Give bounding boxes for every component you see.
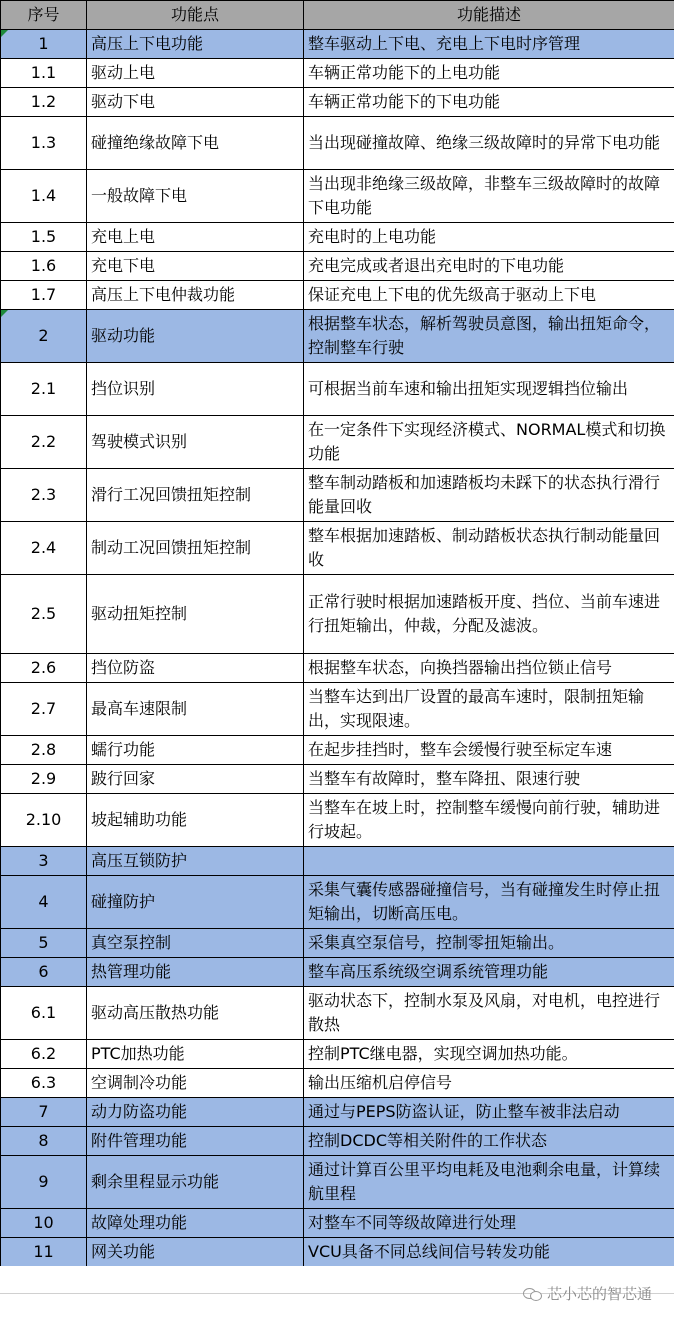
cell-feature[interactable]: 驱动高压散热功能 <box>87 987 304 1040</box>
cell-description[interactable]: 正常行驶时根据加速踏板开度、挡位、当前车速进行扭矩输出，仲裁，分配及滤波。 <box>304 575 674 654</box>
cell-no[interactable]: 6.1 <box>1 987 87 1040</box>
table-row <box>1 1040 674 1069</box>
table-row <box>1 170 674 223</box>
table-row <box>1 958 674 987</box>
cell-no[interactable]: 1.7 <box>1 281 87 310</box>
cell-description[interactable]: 车辆正常功能下的下电功能 <box>304 88 674 117</box>
cell-no[interactable]: 2.6 <box>1 654 87 683</box>
cell-no[interactable]: 3 <box>1 847 87 876</box>
cell-feature[interactable]: 驱动下电 <box>87 88 304 117</box>
cell-no[interactable]: 1.1 <box>1 59 87 88</box>
cell-no[interactable]: 6.3 <box>1 1069 87 1098</box>
cell-no[interactable]: 1.5 <box>1 223 87 252</box>
cell-no[interactable]: 1.4 <box>1 170 87 223</box>
cell-feature[interactable]: 跛行回家 <box>87 765 304 794</box>
cell-feature[interactable]: 真空泵控制 <box>87 929 304 958</box>
cell-description[interactable]: VCU具备不同总线间信号转发功能 <box>304 1238 674 1267</box>
cell-description[interactable]: 采集气囊传感器碰撞信号，当有碰撞发生时停止扭矩输出，切断高压电。 <box>304 876 674 929</box>
cell-feature[interactable]: 网关功能 <box>87 1238 304 1267</box>
header-feature[interactable]: 功能点 <box>87 1 304 30</box>
cell-description[interactable]: 充电完成或者退出充电时的下电功能 <box>304 252 674 281</box>
cell-description[interactable]: 采集真空泵信号，控制零扭矩输出。 <box>304 929 674 958</box>
cell-feature[interactable]: 驱动上电 <box>87 59 304 88</box>
cell-description[interactable]: 整车制动踏板和加速踏板均未踩下的状态执行滑行能量回收 <box>304 469 674 522</box>
cell-no[interactable]: 2 <box>1 310 87 363</box>
cell-description[interactable]: 在起步挂挡时，整车会缓慢行驶至标定车速 <box>304 736 674 765</box>
table-row <box>1 1156 674 1209</box>
cell-feature[interactable]: 驱动扭矩控制 <box>87 575 304 654</box>
table-row <box>1 223 674 252</box>
table-row <box>1 252 674 281</box>
cell-feature[interactable]: 坡起辅助功能 <box>87 794 304 847</box>
cell-no[interactable]: 2.4 <box>1 522 87 575</box>
header-no[interactable]: 序号 <box>1 1 87 30</box>
cell-no[interactable]: 2.3 <box>1 469 87 522</box>
cell-description[interactable]: 可根据当前车速和输出扭矩实现逻辑挡位输出 <box>304 363 674 416</box>
cell-description[interactable]: 当整车有故障时，整车降扭、限速行驶 <box>304 765 674 794</box>
cell-no[interactable]: 2.9 <box>1 765 87 794</box>
cell-description[interactable]: 整车驱动上下电、充电上下电时序管理 <box>304 30 674 59</box>
cell-description[interactable]: 驱动状态下，控制水泵及风扇，对电机，电控进行散热 <box>304 987 674 1040</box>
watermark <box>523 1283 652 1304</box>
cell-no[interactable]: 2.8 <box>1 736 87 765</box>
cell-description[interactable]: 对整车不同等级故障进行处理 <box>304 1209 674 1238</box>
cell-no[interactable]: 1.2 <box>1 88 87 117</box>
cell-description[interactable]: 在一定条件下实现经济模式、NORMAL模式和切换功能 <box>304 416 674 469</box>
table-row <box>1 522 674 575</box>
table-row <box>1 59 674 88</box>
table-row <box>1 1238 674 1267</box>
cell-no[interactable]: 2.7 <box>1 683 87 736</box>
cell-feature[interactable]: 动力防盗功能 <box>87 1098 304 1127</box>
table-row <box>1 736 674 765</box>
table-row <box>1 876 674 929</box>
header-description[interactable]: 功能描述 <box>304 1 674 30</box>
table-row <box>1 1069 674 1098</box>
cell-feature[interactable]: PTC加热功能 <box>87 1040 304 1069</box>
table-row <box>1 469 674 522</box>
cell-feature[interactable]: 高压互锁防护 <box>87 847 304 876</box>
cell-description[interactable]: 保证充电上下电的优先级高于驱动上下电 <box>304 281 674 310</box>
watermark-text: 芯小芯的智芯通 <box>546 1285 652 1303</box>
cell-no[interactable]: 9 <box>1 1156 87 1209</box>
cell-description[interactable]: 充电时的上电功能 <box>304 223 674 252</box>
cell-feature[interactable]: 高压上下电仲裁功能 <box>87 281 304 310</box>
cell-description[interactable]: 通过计算百公里平均电耗及电池剩余电量，计算续航里程 <box>304 1156 674 1209</box>
table-row <box>1 1098 674 1127</box>
cell-description[interactable]: 整车高压系统级空调系统管理功能 <box>304 958 674 987</box>
cell-feature[interactable]: 最高车速限制 <box>87 683 304 736</box>
cell-description[interactable]: 通过与PEPS防盗认证，防止整车被非法启动 <box>304 1098 674 1127</box>
cell-description[interactable]: 当整车达到出厂设置的最高车速时，限制扭矩输出，实现限速。 <box>304 683 674 736</box>
table-row <box>1 281 674 310</box>
cell-description[interactable] <box>304 847 674 876</box>
comment-marker-icon <box>1 310 8 317</box>
table-row <box>1 30 674 59</box>
cell-no[interactable]: 6 <box>1 958 87 987</box>
table-row <box>1 765 674 794</box>
cell-no[interactable]: 1 <box>1 30 87 59</box>
cell-no[interactable]: 5 <box>1 929 87 958</box>
cell-no[interactable]: 8 <box>1 1127 87 1156</box>
cell-description[interactable]: 当出现碰撞故障、绝缘三级故障时的异常下电功能 <box>304 117 674 170</box>
cell-feature[interactable]: 附件管理功能 <box>87 1127 304 1156</box>
cell-no[interactable]: 1.6 <box>1 252 87 281</box>
cell-description[interactable]: 根据整车状态，解析驾驶员意图，输出扭矩命令，控制整车行驶 <box>304 310 674 363</box>
cell-no[interactable]: 10 <box>1 1209 87 1238</box>
cell-feature[interactable]: 滑行工况回馈扭矩控制 <box>87 469 304 522</box>
table-row <box>1 416 674 469</box>
cell-feature[interactable]: 挡位防盗 <box>87 654 304 683</box>
cell-description[interactable]: 控制PTC继电器，实现空调加热功能。 <box>304 1040 674 1069</box>
table-row <box>1 987 674 1040</box>
cell-description[interactable]: 控制DCDC等相关附件的工作状态 <box>304 1127 674 1156</box>
cell-description[interactable]: 根据整车状态，向换挡器输出挡位锁止信号 <box>304 654 674 683</box>
cell-feature[interactable]: 挡位识别 <box>87 363 304 416</box>
table-row <box>1 117 674 170</box>
table-row <box>1 654 674 683</box>
cell-feature[interactable]: 驱动功能 <box>87 310 304 363</box>
cell-feature[interactable]: 高压上下电功能 <box>87 30 304 59</box>
cell-no[interactable]: 7 <box>1 1098 87 1127</box>
cell-feature[interactable]: 碰撞绝缘故障下电 <box>87 117 304 170</box>
cell-feature[interactable]: 制动工况回馈扭矩控制 <box>87 522 304 575</box>
table-row <box>1 575 674 654</box>
table-row <box>1 310 674 363</box>
table-row <box>1 794 674 847</box>
cell-feature[interactable]: 热管理功能 <box>87 958 304 987</box>
cell-feature[interactable]: 剩余里程显示功能 <box>87 1156 304 1209</box>
cell-feature[interactable]: 蠕行功能 <box>87 736 304 765</box>
cell-no[interactable]: 2.2 <box>1 416 87 469</box>
cell-no[interactable]: 2.1 <box>1 363 87 416</box>
cell-no[interactable]: 6.2 <box>1 1040 87 1069</box>
cell-no[interactable]: 11 <box>1 1238 87 1267</box>
table-row <box>1 1209 674 1238</box>
table-row <box>1 88 674 117</box>
table-row <box>1 683 674 736</box>
cell-no[interactable]: 4 <box>1 876 87 929</box>
cell-description[interactable]: 车辆正常功能下的上电功能 <box>304 59 674 88</box>
cell-description[interactable]: 当整车在坡上时，控制整车缓慢向前行驶，辅助进行坡起。 <box>304 794 674 847</box>
cell-feature[interactable]: 充电下电 <box>87 252 304 281</box>
cell-feature[interactable]: 驾驶模式识别 <box>87 416 304 469</box>
table-row <box>1 929 674 958</box>
cell-feature[interactable]: 碰撞防护 <box>87 876 304 929</box>
cell-description[interactable]: 整车根据加速踏板、制动踏板状态执行制动能量回收 <box>304 522 674 575</box>
cell-feature[interactable]: 充电上电 <box>87 223 304 252</box>
table-row <box>1 847 674 876</box>
cell-no[interactable]: 2.5 <box>1 575 87 654</box>
cell-description[interactable]: 当出现非绝缘三级故障，非整车三级故障时的故障下电功能 <box>304 170 674 223</box>
wechat-icon <box>523 1287 543 1301</box>
comment-marker-icon <box>1 30 8 37</box>
table-row <box>1 1127 674 1156</box>
cell-feature[interactable]: 一般故障下电 <box>87 170 304 223</box>
table-row <box>1 363 674 416</box>
cell-no[interactable]: 1.3 <box>1 117 87 170</box>
table-header-row <box>1 1 674 30</box>
cell-feature[interactable]: 故障处理功能 <box>87 1209 304 1238</box>
cell-no[interactable]: 2.10 <box>1 794 87 847</box>
cell-description[interactable]: 输出压缩机启停信号 <box>304 1069 674 1098</box>
cell-feature[interactable]: 空调制冷功能 <box>87 1069 304 1098</box>
